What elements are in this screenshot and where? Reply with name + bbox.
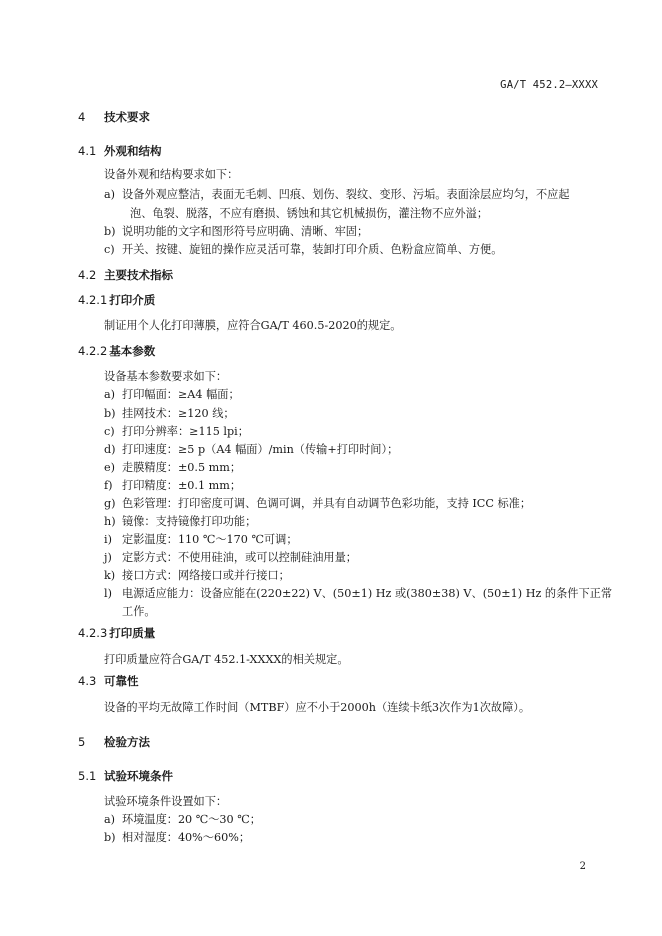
list-item-text: 开关、按键、旋钮的操作应灵活可靠，装卸打印介质、色粉盒应简单、方便。 [122, 243, 503, 256]
list-item [104, 811, 261, 827]
list-item-text: 环境温度：20 ℃～30 ℃； [122, 813, 261, 826]
list-item-text: 说明功能的文字和图形符号应明确、清晰、牢固； [122, 225, 369, 238]
list-item-text: 定影温度：110 ℃～170 ℃可调； [122, 533, 298, 546]
section-title: 主要技术指标 [104, 268, 173, 282]
list-item [104, 495, 531, 511]
section-5-1-heading [78, 768, 173, 784]
list-marker: a) [104, 813, 116, 826]
page-number: 2 [579, 861, 586, 872]
section-number: 4.1 [78, 144, 97, 158]
section-number: 4.3 [78, 674, 97, 688]
section-title: 试验环境条件 [104, 769, 173, 783]
section-number: 4 [78, 110, 86, 124]
section-title: 可靠性 [104, 674, 139, 688]
list-item-text: 相对湿度：40%～60%； [122, 831, 251, 844]
section-4-2-3-heading [78, 625, 155, 641]
section-4-heading [78, 109, 150, 125]
list-item [104, 829, 250, 845]
list-item-text: 镜像：支持镜像打印功能； [122, 515, 257, 528]
paragraph: 制证用个人化打印薄膜，应符合GA/T 460.5-2020的规定。 [104, 319, 402, 332]
section-number: 4.2.3 [78, 626, 108, 640]
section-title: 打印质量 [109, 626, 156, 640]
list-item-text: 走膜精度：±0.5 mm； [122, 461, 242, 474]
list-marker: f) [104, 479, 113, 492]
section-title: 技术要求 [104, 110, 150, 124]
list-marker: g) [104, 497, 116, 510]
paragraph: 设备基本参数要求如下： [104, 370, 228, 383]
list-marker: b) [104, 407, 116, 420]
section-4-2-2-heading [78, 343, 155, 359]
list-item-text: 打印分辨率：≥115 lpi； [122, 425, 249, 438]
section-5-heading [78, 734, 150, 750]
list-item-text: 色彩管理：打印密度可调、色调可调，并具有自动调节色彩功能，支持 ICC 标准； [122, 497, 532, 510]
section-4-2-heading [78, 267, 173, 283]
list-item [104, 513, 256, 529]
list-item-text: 打印幅面：≥A4 幅面； [122, 388, 240, 401]
list-item [104, 241, 502, 257]
list-item [104, 477, 241, 493]
paragraph: 设备的平均无故障工作时间（MTBF）应不小于2000h（连续卡纸3次作为1次故障）。 [104, 701, 531, 714]
paragraph: 打印质量应符合GA/T 452.1-XXXX的相关规定。 [104, 653, 349, 666]
paragraph: 设备外观和结构要求如下： [104, 168, 239, 181]
list-marker: c) [104, 243, 115, 256]
list-item [104, 186, 570, 202]
section-title: 基本参数 [109, 344, 156, 358]
section-number: 5.1 [78, 769, 97, 783]
section-number: 4.2 [78, 268, 97, 282]
list-item [104, 459, 241, 475]
list-item [104, 386, 240, 402]
list-marker: i) [104, 533, 112, 546]
paragraph: 试验环境条件设置如下： [104, 795, 228, 808]
section-number: 4.2.2 [78, 344, 108, 358]
section-4-1-heading [78, 143, 162, 159]
section-title: 检验方法 [104, 735, 150, 749]
list-marker: e) [104, 461, 115, 474]
section-4-3-heading [78, 673, 139, 689]
list-marker: b) [104, 831, 116, 844]
list-item-text: 挂网技术：≥120 线； [122, 407, 235, 420]
list-marker: a) [104, 188, 116, 201]
list-item-text: 接口方式：网络接口或并行接口； [122, 569, 290, 582]
list-item [104, 549, 357, 565]
section-4-2-1-heading [78, 292, 155, 308]
list-item-text: 设备外观应整洁，表面无毛刺、凹痕、划伤、裂纹、变形、污垢。表面涂层应均匀，不应起 [122, 188, 570, 201]
list-item [104, 567, 290, 583]
list-item-text: 电源适应能力：设备应能在(220±22) V、(50±1) Hz 或(380±38) V、(50±1) Hz 的条件下正常 [122, 587, 613, 600]
list-marker: j) [104, 551, 112, 564]
list-marker: a) [104, 388, 116, 401]
list-marker: h) [104, 515, 116, 528]
list-item-text: 定影方式：不使用硅油，或可以控制硅油用量； [122, 551, 357, 564]
section-title: 打印介质 [109, 293, 156, 307]
list-item-continuation: 工作。 [122, 605, 156, 618]
section-number: 4.2.1 [78, 293, 108, 307]
list-item-text: 打印精度：±0.1 mm； [122, 479, 242, 492]
list-marker: k) [104, 569, 116, 582]
document-code: GA/T 452.2—XXXX [500, 79, 598, 91]
list-item [104, 223, 368, 239]
list-item [104, 531, 298, 547]
list-marker: b) [104, 225, 116, 238]
section-title: 外观和结构 [104, 144, 162, 158]
section-number: 5 [78, 735, 86, 749]
list-item [104, 585, 612, 601]
list-marker: c) [104, 425, 115, 438]
list-item [104, 441, 398, 457]
list-item [104, 423, 249, 439]
list-marker: l) [104, 587, 112, 600]
list-item-text: 打印速度：≥5 p（A4 幅面）/min（传输+打印时间）； [122, 443, 399, 456]
list-item-continuation: 泡、龟裂、脱落，不应有磨损、锈蚀和其它机械损伤，灌注物不应外溢； [130, 207, 489, 220]
list-item [104, 405, 235, 421]
list-marker: d) [104, 443, 116, 456]
